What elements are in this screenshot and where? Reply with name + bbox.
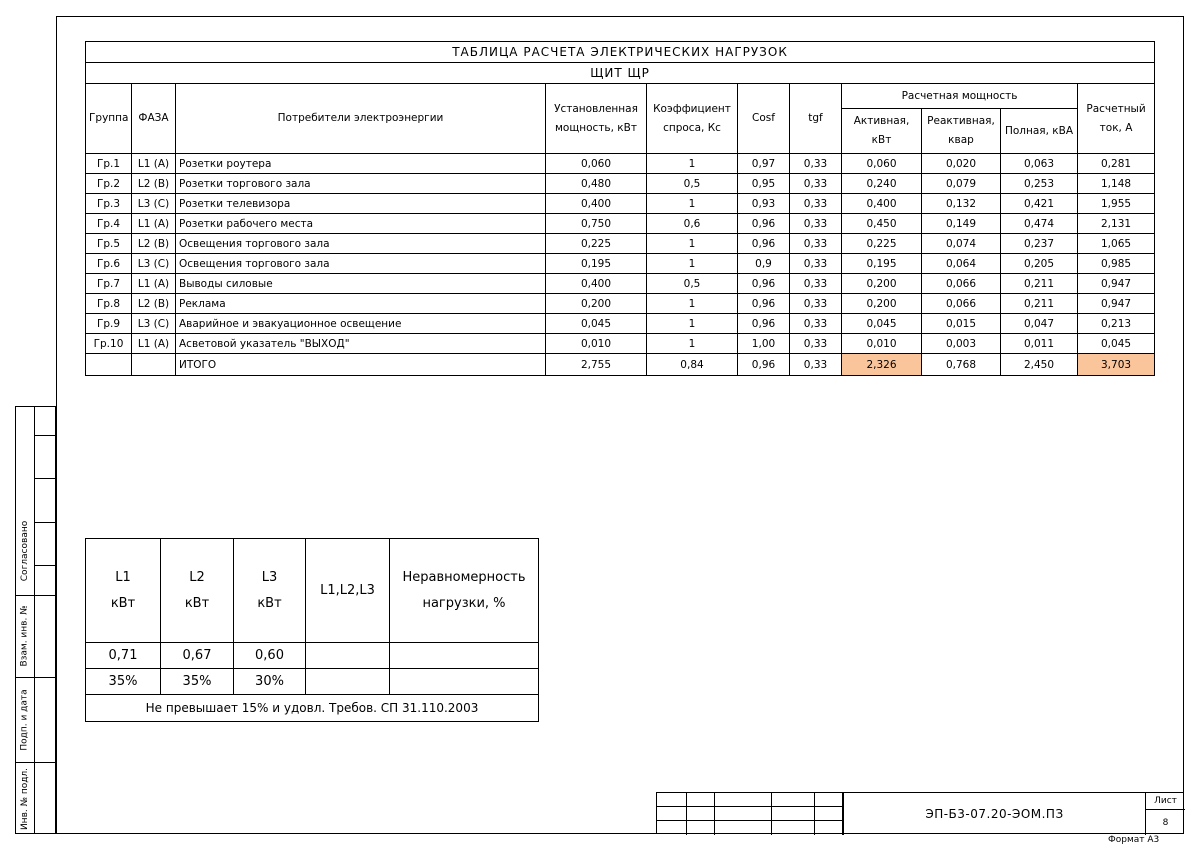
cell-tg: 0,33 — [790, 274, 842, 294]
cell-installed-power: 0,045 — [546, 314, 647, 334]
cell-consumer: Асветовой указатель "ВЫХОД" — [176, 334, 546, 354]
cell-demand-coef: 1 — [647, 154, 738, 174]
cell-phase: L1 (A) — [132, 334, 176, 354]
cell-tg: 0,33 — [790, 214, 842, 234]
cell-installed-power: 0,480 — [546, 174, 647, 194]
table-row — [86, 154, 1155, 174]
unit-label: кВт — [257, 595, 282, 611]
header-cos: Cosf — [738, 84, 790, 154]
header-active: Активная, кВт — [842, 109, 922, 154]
cell-current: 1,065 — [1078, 234, 1155, 254]
format-label: Формат А3 — [1108, 835, 1160, 845]
cell-tg: 0,33 — [790, 254, 842, 274]
cell-full: 0,474 — [1001, 214, 1078, 234]
cell-group: Гр.6 — [86, 254, 132, 274]
header-l1: L1 кВт — [86, 539, 161, 643]
header-l3: L3 кВт — [234, 539, 306, 643]
cell-demand-coef: 0,5 — [647, 174, 738, 194]
cell-demand-coef: 1 — [647, 334, 738, 354]
cell-demand-coef: 0,5 — [647, 274, 738, 294]
cell-active: 0,225 — [842, 234, 922, 254]
table-row — [86, 334, 1155, 354]
cell-tg: 0,33 — [790, 234, 842, 254]
cell-tg: 0,33 — [790, 174, 842, 194]
stamp-inv-replace: Взам. инв. № — [20, 605, 31, 667]
cell-group: Гр.4 — [86, 214, 132, 234]
header-consumers: Потребители электроэнергии — [176, 84, 546, 154]
cell-demand-coef: 1 — [647, 294, 738, 314]
sheet-number: 8 — [1145, 810, 1185, 835]
cell-current: 0,213 — [1078, 314, 1155, 334]
empty-cell — [306, 643, 390, 669]
document-code: ЭП-Б3-07.20-ЭОМ.ПЗ — [843, 793, 1145, 835]
cell-full: 0,211 — [1001, 294, 1078, 314]
cell-phase: L1 (A) — [132, 154, 176, 174]
empty-cell — [306, 669, 390, 695]
total-full: 2,450 — [1001, 354, 1078, 376]
cell-current: 1,955 — [1078, 194, 1155, 214]
header-current: Расчетный ток, А — [1078, 84, 1155, 154]
title-block — [656, 792, 1184, 834]
header-unevenness: Неравномерность нагрузки, % — [390, 539, 539, 643]
header-demand-coef: Коэффициент спроса, Кс — [647, 84, 738, 154]
header-phase: ФАЗА — [132, 84, 176, 154]
cell-full: 0,205 — [1001, 254, 1078, 274]
cell-reactive: 0,015 — [922, 314, 1001, 334]
kw-l1: 0,71 — [86, 643, 161, 669]
cell-active: 0,200 — [842, 274, 922, 294]
cell-reactive: 0,066 — [922, 294, 1001, 314]
empty-cell — [390, 643, 539, 669]
cell-cos: 0,96 — [738, 214, 790, 234]
kw-l2: 0,67 — [161, 643, 234, 669]
total-tg: 0,33 — [790, 354, 842, 376]
cell-current: 0,947 — [1078, 274, 1155, 294]
cell-reactive: 0,079 — [922, 174, 1001, 194]
cell-tg: 0,33 — [790, 194, 842, 214]
cell-tg: 0,33 — [790, 154, 842, 174]
total-active: 2,326 — [842, 354, 922, 376]
cell-group: Гр.8 — [86, 294, 132, 314]
cell-full: 0,063 — [1001, 154, 1078, 174]
sheet-label: Лист — [1145, 793, 1185, 810]
cell-current: 0,947 — [1078, 294, 1155, 314]
cell-consumer: Аварийное и эвакуационное освещение — [176, 314, 546, 334]
cell-installed-power: 0,225 — [546, 234, 647, 254]
phase-balance-table — [85, 538, 539, 722]
pct-l1: 35% — [86, 669, 161, 695]
pct-l2: 35% — [161, 669, 234, 695]
cell-full: 0,011 — [1001, 334, 1078, 354]
cell-consumer: Выводы силовые — [176, 274, 546, 294]
cell-full: 0,237 — [1001, 234, 1078, 254]
cell-reactive: 0,074 — [922, 234, 1001, 254]
total-label: ИТОГО — [176, 354, 546, 376]
cell-installed-power: 0,400 — [546, 274, 647, 294]
cell-installed-power: 0,195 — [546, 254, 647, 274]
cell-phase: L2 (B) — [132, 294, 176, 314]
cell-active: 0,195 — [842, 254, 922, 274]
cell-cos: 0,96 — [738, 234, 790, 254]
header-calc-power: Расчетная мощность — [842, 84, 1078, 109]
cell-cos: 0,9 — [738, 254, 790, 274]
total-cell — [132, 354, 176, 376]
cell-group: Гр.2 — [86, 174, 132, 194]
cell-phase: L3 (C) — [132, 254, 176, 274]
header-installed-power: Установленная мощность, кВт — [546, 84, 647, 154]
header-full: Полная, кВА — [1001, 109, 1078, 154]
header-tg: tgf — [790, 84, 842, 154]
cell-consumer: Реклама — [176, 294, 546, 314]
compliance-note: Не превышает 15% и удовл. Требов. СП 31.110.2003 — [86, 695, 539, 722]
cell-current: 1,148 — [1078, 174, 1155, 194]
cell-full: 0,421 — [1001, 194, 1078, 214]
cell-cos: 0,96 — [738, 274, 790, 294]
cell-reactive: 0,149 — [922, 214, 1001, 234]
cell-active: 0,200 — [842, 294, 922, 314]
header-reactive: Реактивная, квар — [922, 109, 1001, 154]
cell-phase: L1 (A) — [132, 214, 176, 234]
stamp-sign-date: Подп. и дата — [20, 688, 30, 751]
header-group: Группа — [86, 84, 132, 154]
cell-active: 0,450 — [842, 214, 922, 234]
table-title: ТАБЛИЦА РАСЧЕТА ЭЛЕКТРИЧЕСКИХ НАГРУЗОК — [86, 42, 1155, 63]
total-reactive: 0,768 — [922, 354, 1001, 376]
unit-label: кВт — [184, 595, 210, 611]
cell-reactive: 0,003 — [922, 334, 1001, 354]
cell-cos: 0,93 — [738, 194, 790, 214]
cell-reactive: 0,132 — [922, 194, 1001, 214]
cell-group: Гр.9 — [86, 314, 132, 334]
unit-label: кВт — [110, 595, 136, 611]
cell-installed-power: 0,200 — [546, 294, 647, 314]
panel-name: ЩИТ ЩР — [86, 63, 1155, 84]
cell-current: 0,281 — [1078, 154, 1155, 174]
cell-installed-power: 0,400 — [546, 194, 647, 214]
cell-group: Гр.7 — [86, 274, 132, 294]
cell-cos: 0,97 — [738, 154, 790, 174]
total-current: 3,703 — [1078, 354, 1155, 376]
side-stamp — [15, 406, 56, 834]
total-cos: 0,96 — [738, 354, 790, 376]
cell-tg: 0,33 — [790, 314, 842, 334]
empty-cell — [390, 669, 539, 695]
cell-phase: L2 (B) — [132, 234, 176, 254]
cell-consumer: Розетки роутера — [176, 154, 546, 174]
cell-reactive: 0,020 — [922, 154, 1001, 174]
stamp-agreed: Согласовано — [20, 520, 31, 582]
cell-phase: L2 (B) — [132, 174, 176, 194]
cell-reactive: 0,064 — [922, 254, 1001, 274]
stamp-inv-orig: Инв. № подл. — [20, 767, 30, 830]
table-row — [86, 194, 1155, 214]
cell-group: Гр.10 — [86, 334, 132, 354]
cell-cos: 0,96 — [738, 314, 790, 334]
table-row — [86, 314, 1155, 334]
cell-cos: 0,96 — [738, 294, 790, 314]
cell-reactive: 0,066 — [922, 274, 1001, 294]
cell-full: 0,211 — [1001, 274, 1078, 294]
cell-group: Гр.3 — [86, 194, 132, 214]
cell-demand-coef: 1 — [647, 234, 738, 254]
cell-current: 0,045 — [1078, 334, 1155, 354]
cell-demand-coef: 1 — [647, 194, 738, 214]
cell-phase: L1 (A) — [132, 274, 176, 294]
total-row — [86, 354, 1155, 376]
cell-current: 2,131 — [1078, 214, 1155, 234]
total-cell — [86, 354, 132, 376]
cell-full: 0,047 — [1001, 314, 1078, 334]
total-demand-coef: 0,84 — [647, 354, 738, 376]
kw-l3: 0,60 — [234, 643, 306, 669]
cell-active: 0,240 — [842, 174, 922, 194]
table-row — [86, 294, 1155, 314]
cell-active: 0,010 — [842, 334, 922, 354]
cell-demand-coef: 1 — [647, 254, 738, 274]
cell-demand-coef: 0,6 — [647, 214, 738, 234]
cell-consumer: Освещения торгового зала — [176, 234, 546, 254]
cell-consumer: Розетки торгового зала — [176, 174, 546, 194]
header-all-phases: L1,L2,L3 — [306, 539, 390, 643]
table-row — [86, 254, 1155, 274]
cell-demand-coef: 1 — [647, 314, 738, 334]
cell-consumer: Розетки рабочего места — [176, 214, 546, 234]
cell-cos: 1,00 — [738, 334, 790, 354]
cell-current: 0,985 — [1078, 254, 1155, 274]
cell-phase: L3 (C) — [132, 194, 176, 214]
pct-l3: 30% — [234, 669, 306, 695]
cell-consumer: Розетки телевизора — [176, 194, 546, 214]
cell-tg: 0,33 — [790, 334, 842, 354]
cell-group: Гр.1 — [86, 154, 132, 174]
header-l2: L2 кВт — [161, 539, 234, 643]
cell-tg: 0,33 — [790, 294, 842, 314]
cell-full: 0,253 — [1001, 174, 1078, 194]
cell-phase: L3 (C) — [132, 314, 176, 334]
table-row — [86, 214, 1155, 234]
total-installed: 2,755 — [546, 354, 647, 376]
cell-consumer: Освещения торгового зала — [176, 254, 546, 274]
table-row — [86, 234, 1155, 254]
cell-active: 0,045 — [842, 314, 922, 334]
cell-group: Гр.5 — [86, 234, 132, 254]
table-row — [86, 174, 1155, 194]
cell-cos: 0,95 — [738, 174, 790, 194]
cell-active: 0,060 — [842, 154, 922, 174]
cell-installed-power: 0,010 — [546, 334, 647, 354]
table-row — [86, 274, 1155, 294]
cell-active: 0,400 — [842, 194, 922, 214]
cell-installed-power: 0,750 — [546, 214, 647, 234]
cell-installed-power: 0,060 — [546, 154, 647, 174]
load-calculation-table — [85, 41, 1155, 376]
